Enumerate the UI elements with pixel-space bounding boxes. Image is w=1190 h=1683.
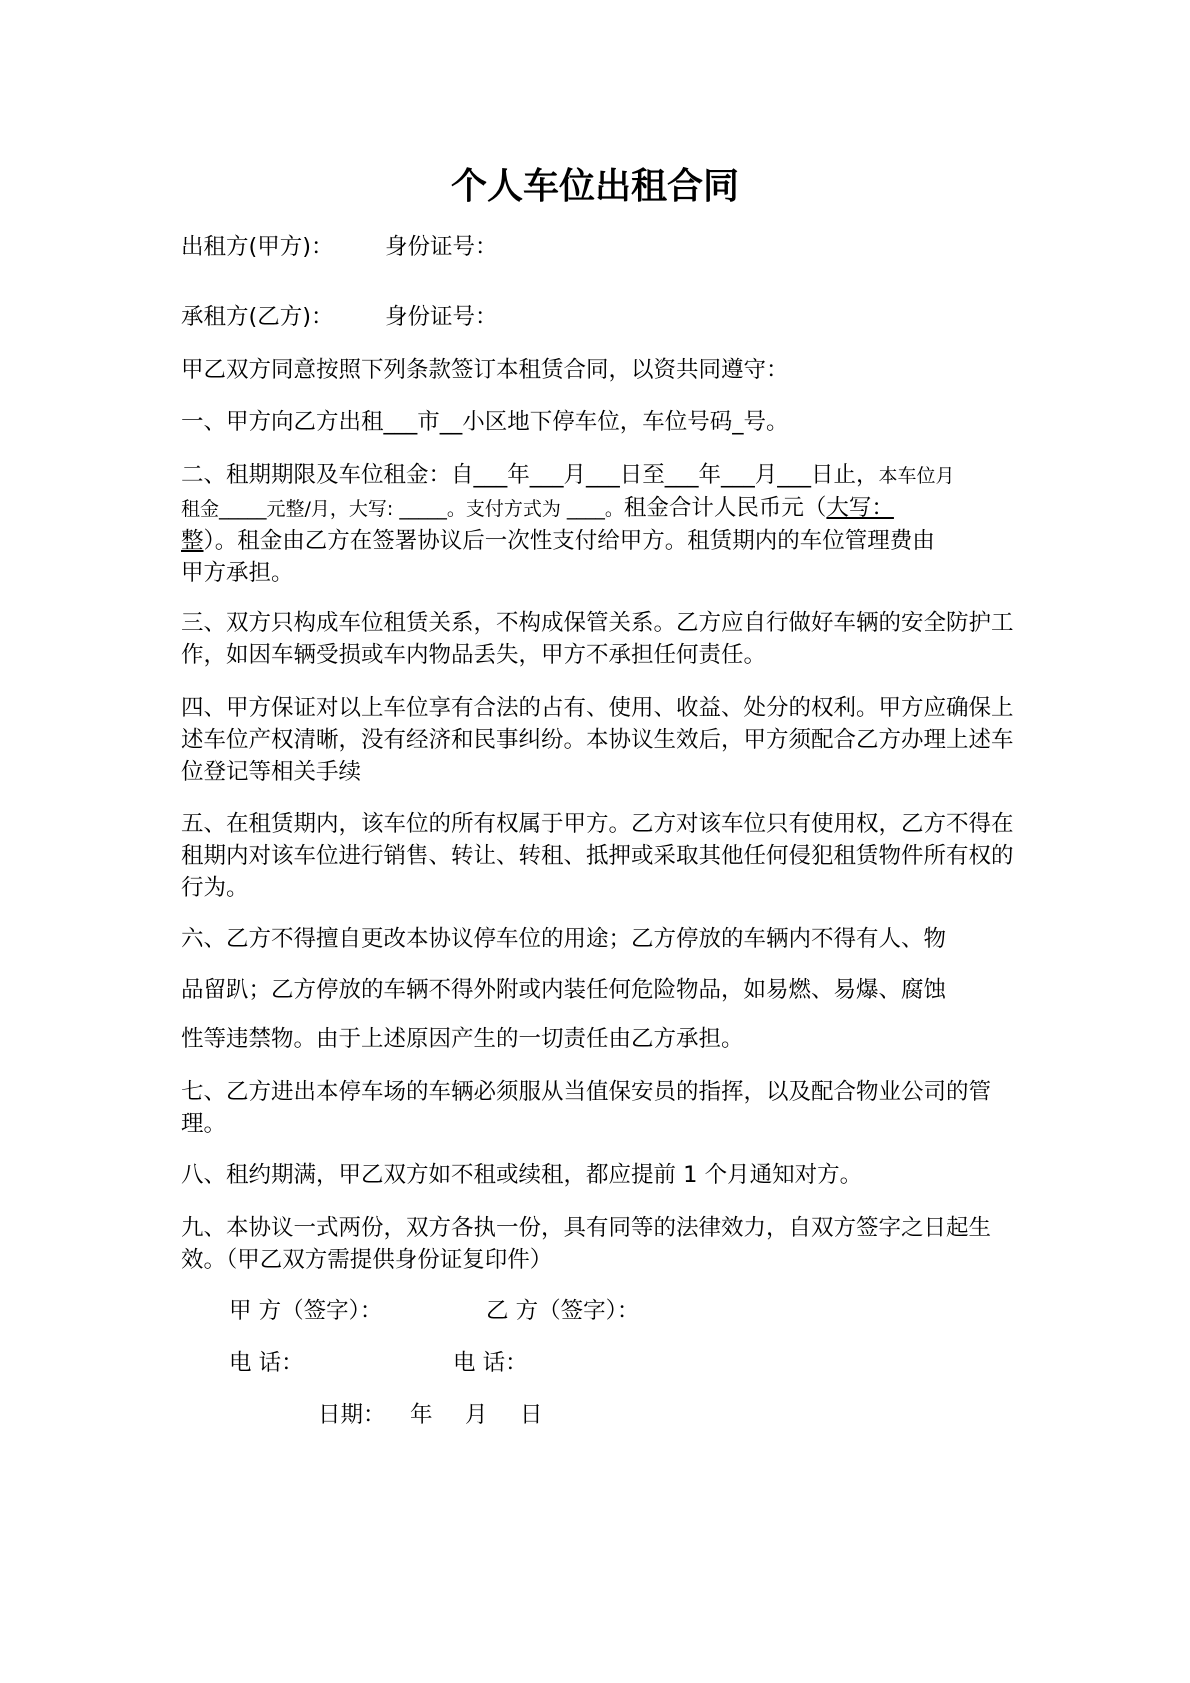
intro-paragraph: 甲乙双方同意按照下列条款签订本租赁合同，以资共同遵守： [181, 357, 789, 383]
clause-2-line-1 [181, 459, 1019, 492]
clause-8: 八、租约期满，甲乙双方如不租或续租，都应提前 1 个月通知对方。 [181, 1162, 863, 1188]
lessee-label: 承租方(乙方)： [181, 304, 334, 330]
clause-5: 五、在租赁期内，该车位的所有权属于甲方。乙方对该车位只有使用权，乙方不得在租期内对该车位进行销售、转让、转租、抵押或采取其他任何侵犯租赁物件所有权的行为。 [181, 811, 1014, 901]
lessor-label: 出租方(甲方)： [181, 234, 334, 260]
clause-2-line-1-small: 本车位月 [878, 465, 955, 487]
clause-2-line-1-main: 二、租期期限及车位租金：自___年___月___日至___年___月___日止， [181, 462, 879, 488]
party-a-phone-label: 电 话： [229, 1350, 304, 1376]
clause-2-line-3-main: ）。租金由乙方在签署协议后一次性支付给甲方。租赁期内的车位管理费由 [203, 528, 935, 554]
date-day: 日 [520, 1402, 543, 1428]
clause-6-line-3: 性等违禁物。由于上述原因产生的一切责任由乙方承担。 [181, 1026, 744, 1052]
clause-2-line-2-main: 租金合计人民币元（ [623, 495, 827, 521]
clause-2-line-2-small: 租金_____元整/月，大写: _____。支付方式为 ____。 [181, 498, 624, 520]
clause-1: 一、甲方向乙方出租___市__小区地下停车位，车位号码_号。 [181, 409, 789, 435]
lessor-id-label: 身份证号： [385, 234, 498, 260]
clause-2-line-2 [181, 492, 1019, 525]
date-label: 日期： [318, 1402, 386, 1428]
clause-2-line-3 [181, 525, 1019, 557]
clause-6-line-1: 六、乙方不得擅自更改本协议停车位的用途；乙方停放的车辆内不得有人、物 [181, 926, 947, 952]
clause-6-line-2: 品留趴；乙方停放的车辆不得外附或内装任何危险物品，如易燃、易爆、腐蚀 [181, 977, 947, 1003]
clause-9: 九、本协议一式两份，双方各执一份，具有同等的法律效力，自双方签字之日起生效。（甲乙双方需提供身份证复印件） [181, 1215, 992, 1273]
party-b-phone-label: 电 话： [453, 1350, 528, 1376]
date-month: 月 [465, 1402, 488, 1428]
date-year: 年 [410, 1402, 433, 1428]
clause-4: 四、甲方保证对以上车位享有合法的占有、使用、收益、处分的权利。甲方应确保上述车位产权清晰，没有经济和民事纠纷。本协议生效后，甲方须配合乙方办理上述车位登记等相关手续 [181, 695, 1014, 785]
party-b-signature-label: 乙 方（签字）： [486, 1298, 640, 1324]
clause-2 [181, 459, 1019, 589]
party-a-signature-label: 甲 方（签字）： [229, 1298, 383, 1324]
clause-2-line-4: 甲方承担。 [181, 560, 294, 586]
clause-2-capital-suffix: 整 [181, 528, 204, 554]
clause-3: 三、双方只构成车位租赁关系，不构成保管关系。乙方应自行做好车辆的安全防护工作，如因车辆受损或车内物品丢失，甲方不承担任何责任。 [181, 610, 1014, 668]
clause-2-capital-amount: 大写： [826, 495, 894, 521]
clause-7: 七、乙方进出本停车场的车辆必须服从当值保安员的指挥，以及配合物业公司的管理。 [181, 1079, 992, 1137]
lessee-id-label: 身份证号： [385, 304, 498, 330]
document-title: 个人车位出租合同 [450, 166, 739, 207]
